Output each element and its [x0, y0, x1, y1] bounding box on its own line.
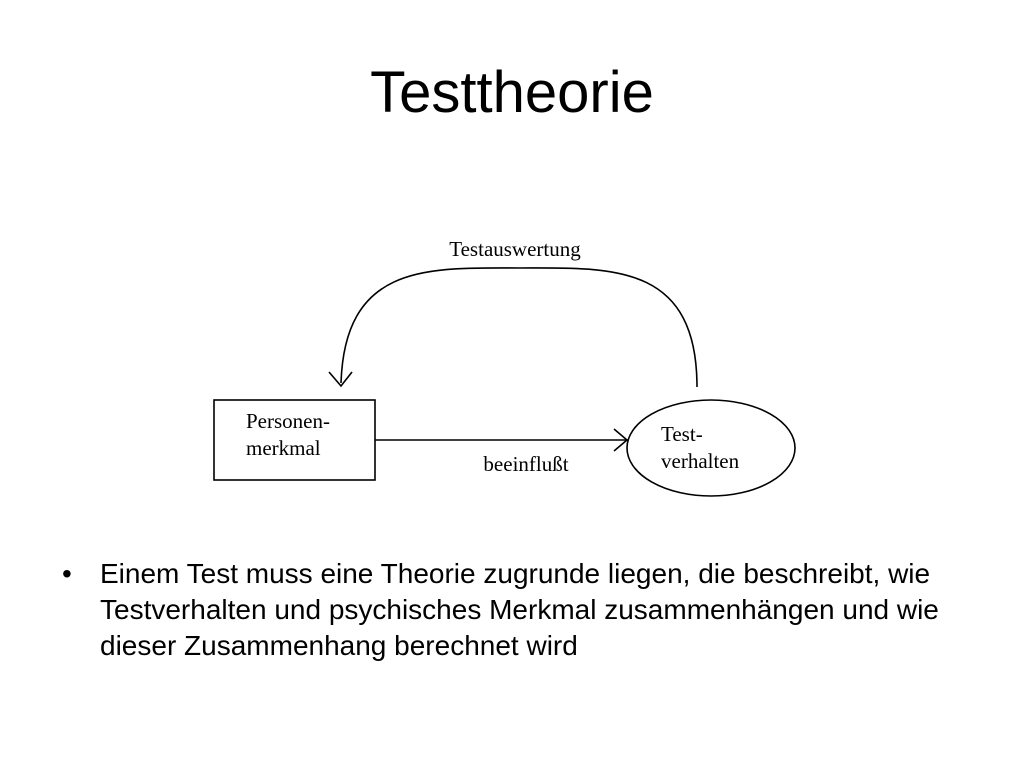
person-trait-label-line2: merkmal: [246, 436, 321, 460]
test-behavior-label-line2: verhalten: [661, 449, 740, 473]
person-trait-label-line1: Personen-: [246, 409, 330, 433]
evaluation-label: Testauswertung: [449, 237, 581, 261]
bullet-text: Einem Test muss eine Theorie zugrunde liegen, die beschreibt, wie Testverhalten und psychisches Merkmal zusammenhängen und wie dieser Zusammenhang berechnet wird: [100, 558, 939, 661]
slide-title: Testtheorie: [370, 60, 654, 125]
test-behavior-ellipse: [627, 400, 795, 496]
bullet-marker: •: [62, 558, 72, 589]
test-behavior-label-line1: Test-: [661, 422, 703, 446]
evaluation-arc: [341, 268, 697, 387]
bullet-list: [62, 556, 962, 664]
bullet-item: [62, 556, 962, 664]
influence-label: beeinflußt: [483, 452, 569, 476]
